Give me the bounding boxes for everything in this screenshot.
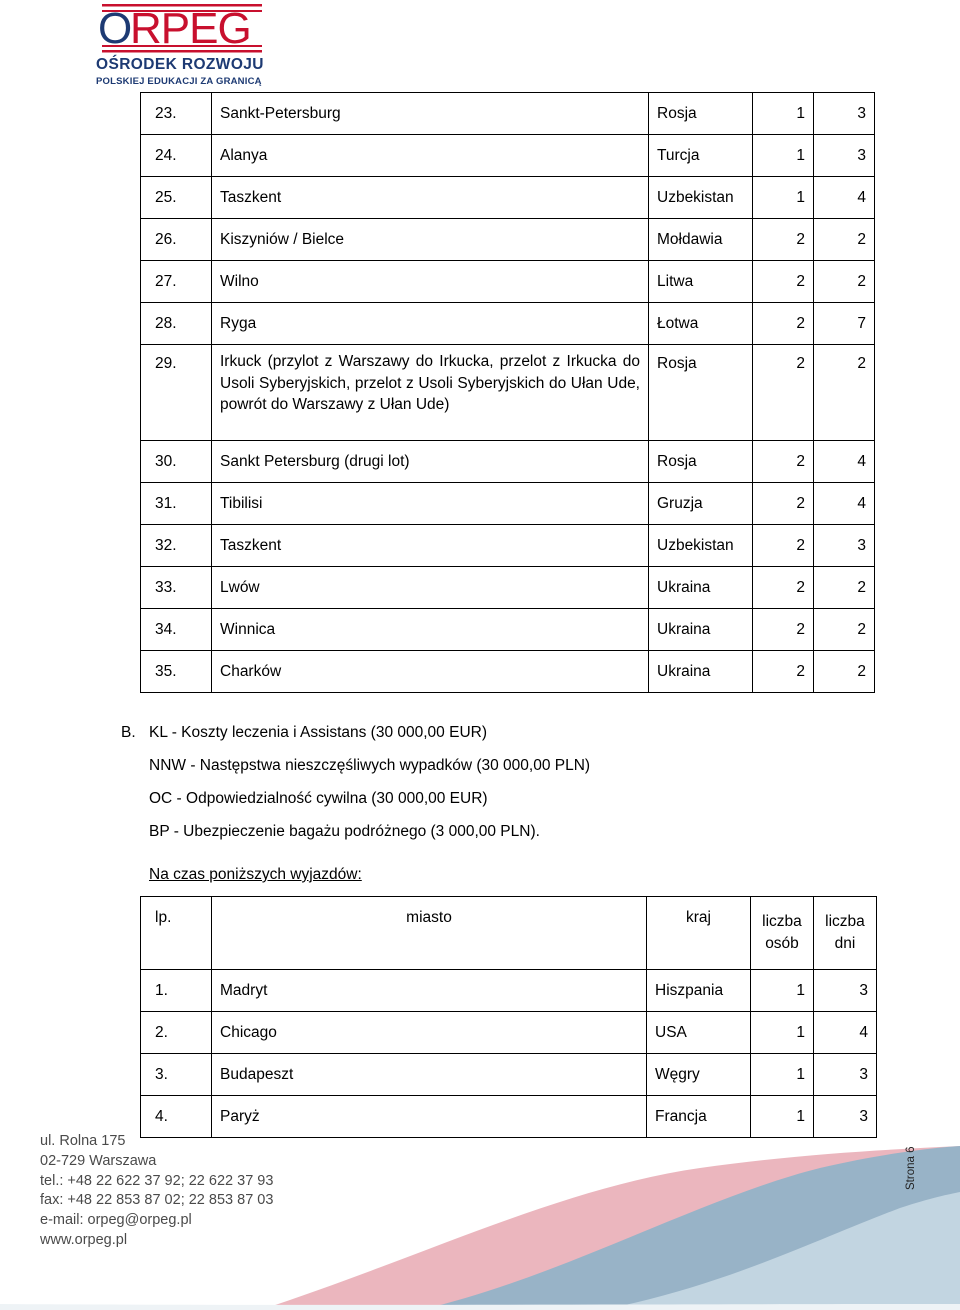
row-number: 26.: [141, 219, 212, 261]
header-people-line-2: osób: [765, 935, 799, 952]
people-count-cell: 2: [753, 303, 814, 345]
coverage-line-bp: BP - Ubezpieczenie bagażu podróżnego (3 000,00 PLN).: [149, 823, 540, 840]
country-cell: Francja: [647, 1096, 751, 1138]
section-b-letter: B.: [121, 724, 136, 741]
city-cell: Taszkent: [212, 177, 649, 219]
city-cell: Irkuck (przylot z Warszawy do Irkucka, przelot z Irkucka do Usoli Syberyjskich, przelot z Usoli Syberyjskich do Ułan Ude, powrót do Warszawy z Ułan Ude): [212, 345, 649, 441]
city-cell: Sankt Petersburg (drugi lot): [212, 441, 649, 483]
city-cell: Ryga: [212, 303, 649, 345]
people-count-cell: 1: [751, 1012, 814, 1054]
city-cell: Charków: [212, 651, 649, 693]
country-cell: Rosja: [649, 345, 753, 441]
row-number: 31.: [141, 483, 212, 525]
row-number: 25.: [141, 177, 212, 219]
destinations-table-2: [140, 896, 877, 1138]
country-cell: Litwa: [649, 261, 753, 303]
row-number: 2.: [141, 1012, 212, 1054]
country-cell: Ukraina: [649, 651, 753, 693]
country-cell: Ukraina: [649, 567, 753, 609]
people-count-cell: 2: [753, 261, 814, 303]
row-number: 27.: [141, 261, 212, 303]
row-number: 4.: [141, 1096, 212, 1138]
row-number: 3.: [141, 1054, 212, 1096]
days-count-cell: 2: [814, 651, 875, 693]
row-number: 28.: [141, 303, 212, 345]
coverage-line-nnw: NNW - Następstwa nieszczęśliwych wypadków (30 000,00 PLN): [149, 757, 591, 774]
table-row: [141, 441, 875, 483]
city-cell: Madryt: [212, 970, 647, 1012]
people-count-cell: 2: [753, 609, 814, 651]
country-cell: Łotwa: [649, 303, 753, 345]
city-cell: Paryż: [212, 1096, 647, 1138]
city-cell: Chicago: [212, 1012, 647, 1054]
people-count-cell: 1: [751, 1096, 814, 1138]
country-cell: Hiszpania: [647, 970, 751, 1012]
country-cell: USA: [647, 1012, 751, 1054]
table-row: [141, 261, 875, 303]
country-cell: Turcja: [649, 135, 753, 177]
address-street: ul. Rolna 175: [40, 1133, 126, 1149]
table-header-row: [141, 897, 877, 970]
table-row: [141, 483, 875, 525]
people-count-cell: 1: [751, 970, 814, 1012]
table-row: [141, 303, 875, 345]
header-people-line-1: liczba: [762, 913, 802, 930]
days-count-cell: 3: [814, 93, 875, 135]
people-count-cell: 2: [753, 441, 814, 483]
header-days-line-1: liczba: [825, 913, 865, 930]
coverage-line-kl: KL - Koszty leczenia i Assistans (30 000,00 EUR): [149, 724, 487, 741]
people-count-cell: 2: [753, 651, 814, 693]
table-row: [141, 1012, 877, 1054]
country-cell: Uzbekistan: [649, 177, 753, 219]
destinations-table-1: [140, 92, 875, 693]
address-fax: fax: +48 22 853 87 02; 22 853 87 03: [40, 1192, 274, 1209]
days-count-cell: 3: [814, 1054, 877, 1096]
people-count-cell: 1: [753, 135, 814, 177]
header-people: [751, 897, 814, 970]
orpeg-logo: [96, 0, 276, 92]
row-number: 32.: [141, 525, 212, 567]
table-row: [141, 345, 875, 441]
days-count-cell: 3: [814, 970, 877, 1012]
days-count-cell: 2: [814, 345, 875, 441]
table-row: [141, 177, 875, 219]
table-row: [141, 219, 875, 261]
country-cell: Ukraina: [649, 609, 753, 651]
svg-text:O: O: [98, 4, 132, 53]
table-row: [141, 525, 875, 567]
table-row: [141, 93, 875, 135]
days-count-cell: 7: [814, 303, 875, 345]
country-cell: Rosja: [649, 441, 753, 483]
days-count-cell: 3: [814, 1096, 877, 1138]
trips-heading: Na czas poniższych wyjazdów:: [149, 866, 362, 883]
days-count-cell: 2: [814, 609, 875, 651]
people-count-cell: 1: [751, 1054, 814, 1096]
people-count-cell: 2: [753, 345, 814, 441]
days-count-cell: 4: [814, 1012, 877, 1054]
city-cell: Wilno: [212, 261, 649, 303]
country-cell: Mołdawia: [649, 219, 753, 261]
country-cell: Węgry: [647, 1054, 751, 1096]
row-number: 30.: [141, 441, 212, 483]
table-row: [141, 651, 875, 693]
people-count-cell: 1: [753, 93, 814, 135]
city-cell: Winnica: [212, 609, 649, 651]
days-count-cell: 2: [814, 219, 875, 261]
days-count-cell: 2: [814, 261, 875, 303]
days-count-cell: 3: [814, 525, 875, 567]
people-count-cell: 2: [753, 567, 814, 609]
people-count-cell: 1: [753, 177, 814, 219]
header-lp: lp.: [141, 897, 212, 970]
header-days: [814, 897, 877, 970]
footer-address: [40, 1132, 273, 1251]
people-count-cell: 2: [753, 525, 814, 567]
country-cell: Gruzja: [649, 483, 753, 525]
city-cell: Sankt-Petersburg: [212, 93, 649, 135]
header-city: miasto: [212, 897, 647, 970]
svg-text:RPEG: RPEG: [130, 4, 251, 53]
row-number: 24.: [141, 135, 212, 177]
city-cell: Kiszyniów / Bielce: [212, 219, 649, 261]
logo-line-1: OŚRODEK ROZWOJU: [96, 56, 264, 73]
address-city: 02-729 Warszawa: [40, 1152, 157, 1169]
days-count-cell: 4: [814, 483, 875, 525]
city-cell: Budapeszt: [212, 1054, 647, 1096]
header-days-line-2: dni: [834, 935, 856, 952]
people-count-cell: 2: [753, 483, 814, 525]
city-cell: Tibilisi: [212, 483, 649, 525]
table-row: [141, 135, 875, 177]
table-row: [141, 609, 875, 651]
row-number: 1.: [141, 970, 212, 1012]
orpeg-logo-mark: [96, 0, 266, 56]
page-number: Strona 6: [905, 1146, 917, 1190]
days-count-cell: 3: [814, 135, 875, 177]
country-cell: Uzbekistan: [649, 525, 753, 567]
days-count-cell: 4: [814, 441, 875, 483]
row-number: 23.: [141, 93, 212, 135]
people-count-cell: 2: [753, 219, 814, 261]
header-country: kraj: [647, 897, 751, 970]
address-email: e-mail: orpeg@orpeg.pl: [40, 1212, 192, 1229]
coverage-line-oc: OC - Odpowiedzialność cywilna (30 000,00 EUR): [149, 790, 488, 807]
address-phone: tel.: +48 22 622 37 92; 22 622 37 93: [40, 1172, 274, 1189]
city-cell: Taszkent: [212, 525, 649, 567]
city-cell: Alanya: [212, 135, 649, 177]
row-number: 29.: [141, 345, 212, 441]
table-row: [141, 1054, 877, 1096]
country-cell: Rosja: [649, 93, 753, 135]
row-number: 34.: [141, 609, 212, 651]
days-count-cell: 4: [814, 177, 875, 219]
city-cell: Lwów: [212, 567, 649, 609]
table-row: [141, 970, 877, 1012]
row-number: 35.: [141, 651, 212, 693]
address-website: www.orpeg.pl: [40, 1231, 128, 1248]
row-number: 33.: [141, 567, 212, 609]
logo-line-2: POLSKIEJ EDUKACJI ZA GRANICĄ: [96, 76, 262, 87]
days-count-cell: 2: [814, 567, 875, 609]
table-row: [141, 567, 875, 609]
